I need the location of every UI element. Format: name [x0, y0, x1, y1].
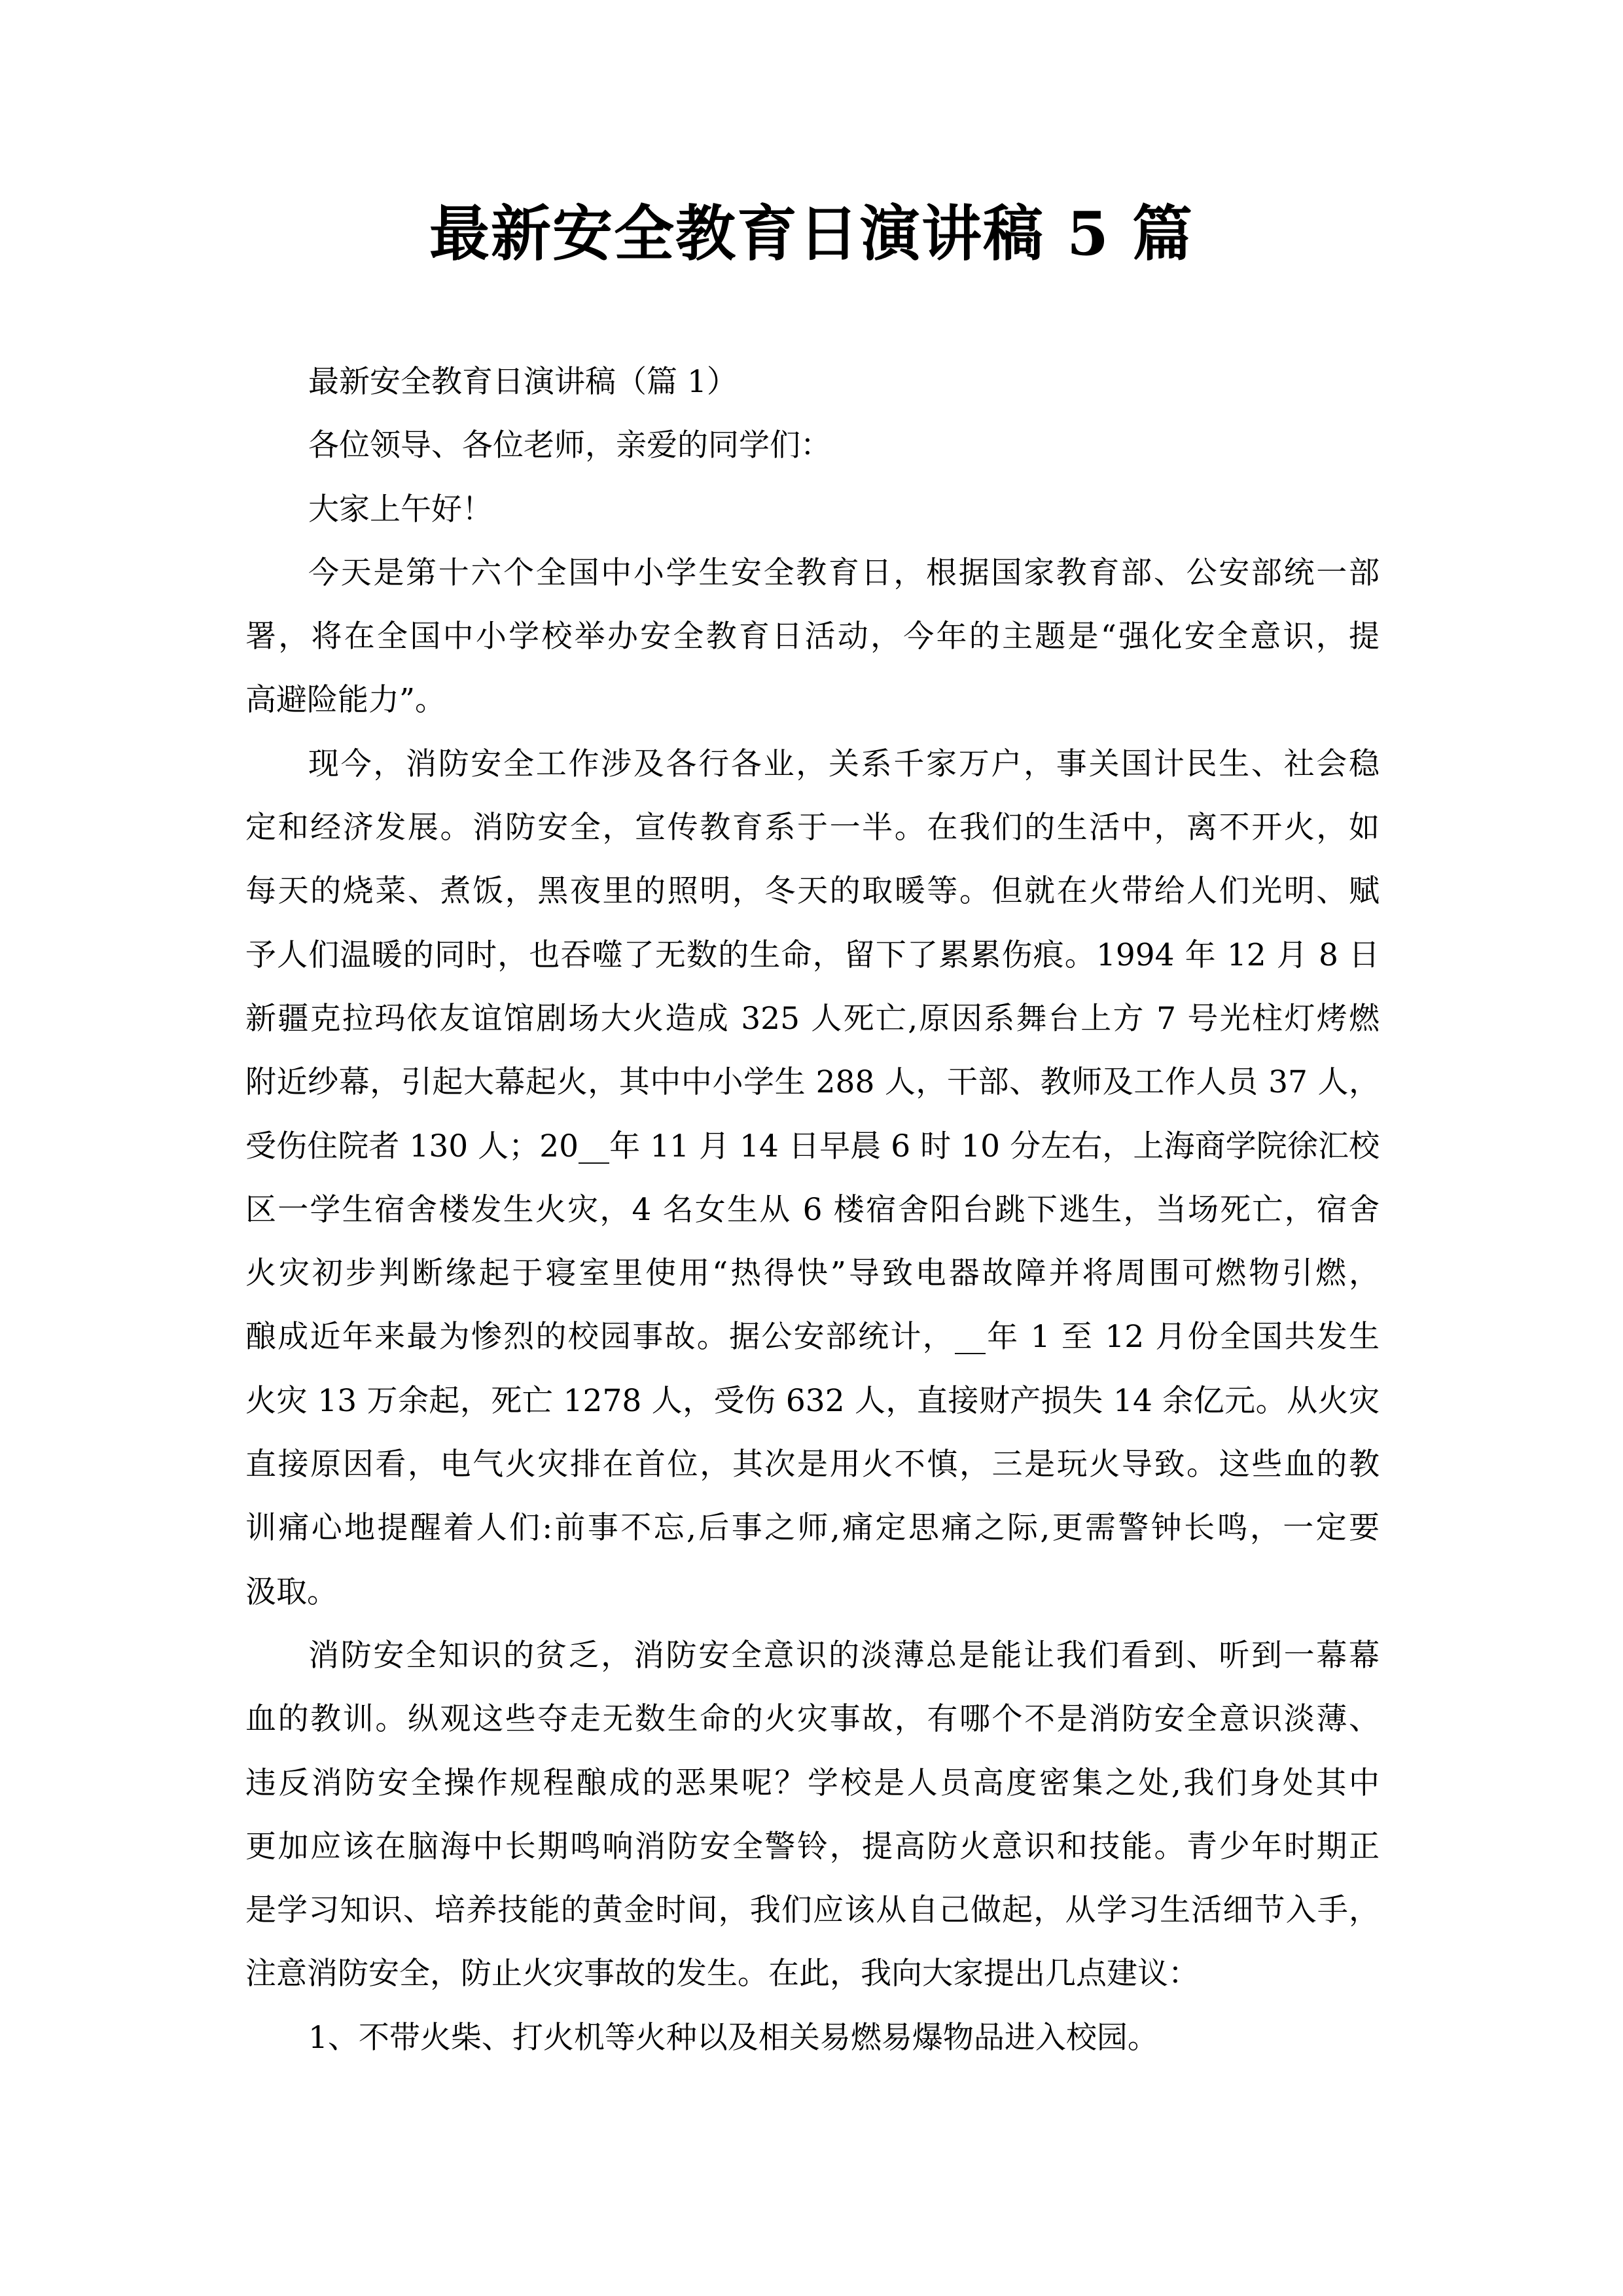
text-line: 血的教训。纵观这些夺走无数生命的火灾事故，有哪个不是消防安全意识淡薄、 [245, 1701, 1380, 1738]
document-title: 最新安全教育日演讲稿 5 篇 [429, 198, 1194, 269]
text-line: 酿成近年来最为惨烈的校园事故。据公安部统计，__年 1 至 12 月份全国共发生 [245, 1319, 1380, 1355]
text-line: 火灾初步判断缘起于寝室里使用“热得快”导致电器故障并将周围可燃物引燃， [245, 1255, 1380, 1292]
text-line: 直接原因看，电气火灾排在首位，其次是用火不慎，三是玩火导致。这些血的教 [245, 1446, 1380, 1483]
text-line: 违反消防安全操作规程酿成的恶果呢？学校是人员高度密集之处,我们身处其中 [245, 1765, 1380, 1801]
greeting-line: 大家上午好！ [308, 491, 493, 528]
text-line: 定和经济发展。消防安全，宣传教育系于一半。在我们的生活中，离不开火，如 [245, 810, 1380, 846]
text-line: 现今，消防安全工作涉及各行各业，关系千家万户，事关国计民生、社会稳 [308, 745, 1380, 782]
text-line: 更加应该在脑海中长期鸣响消防安全警铃，提高防火意识和技能。青少年时期正 [245, 1828, 1380, 1865]
text-line: 署，将在全国中小学校举办安全教育日活动，今年的主题是“强化安全意识，提 [245, 619, 1380, 655]
text-line: 予人们温暖的同时，也吞噬了无数的生命，留下了累累伤痕。1994 年 12 月 8 日 [245, 937, 1380, 973]
text-line: 受伤住院者 130 人；20__年 11 月 14 日早晨 6 时 10 分左右，上海商学院徐汇校 [245, 1128, 1380, 1164]
text-line: 高避险能力”。 [245, 682, 446, 719]
subtitle-line: 最新安全教育日演讲稿（篇 1） [308, 364, 738, 400]
text-line: 附近纱幕，引起大幕起火，其中中小学生 288 人，干部、教师及工作人员 37 人， [245, 1064, 1380, 1101]
text-line: 新疆克拉玛依友谊馆剧场大火造成 325 人死亡,原因系舞台上方 7 号光柱灯烤燃 [245, 1000, 1380, 1037]
text-line: 注意消防安全，防止火灾事故的发生。在此，我向大家提出几点建议： [245, 1956, 1199, 1992]
text-line: 火灾 13 万余起，死亡 1278 人，受伤 632 人，直接财产损失 14 余亿元。从火灾 [245, 1382, 1380, 1419]
text-line: 每天的烧菜、煮饭，黑夜里的照明，冬天的取暖等。但就在火带给人们光明、赋 [245, 873, 1380, 910]
salutation-line: 各位领导、各位老师，亲爱的同学们： [308, 427, 831, 464]
text-line: 区一学生宿舍楼发生火灾，4 名女生从 6 楼宿舍阳台跳下逃生，当场死亡，宿舍 [245, 1191, 1380, 1228]
text-line: 训痛心地提醒着人们:前事不忘,后事之师,痛定思痛之际,更需警钟长鸣，一定要 [245, 1510, 1380, 1547]
text-line: 汲取。 [245, 1573, 338, 1610]
suggestion-item-line: 1、不带火柴、打火机等火种以及相关易燃易爆物品进入校园。 [308, 2019, 1158, 2056]
document-body [245, 350, 1380, 2070]
text-line: 今天是第十六个全国中小学生安全教育日，根据国家教育部、公安部统一部 [308, 554, 1380, 591]
text-line: 消防安全知识的贫乏，消防安全意识的淡薄总是能让我们看到、听到一幕幕 [308, 1637, 1380, 1674]
text-line: 是学习知识、培养技能的黄金时间，我们应该从自己做起，从学习生活细节入手， [245, 1892, 1380, 1929]
